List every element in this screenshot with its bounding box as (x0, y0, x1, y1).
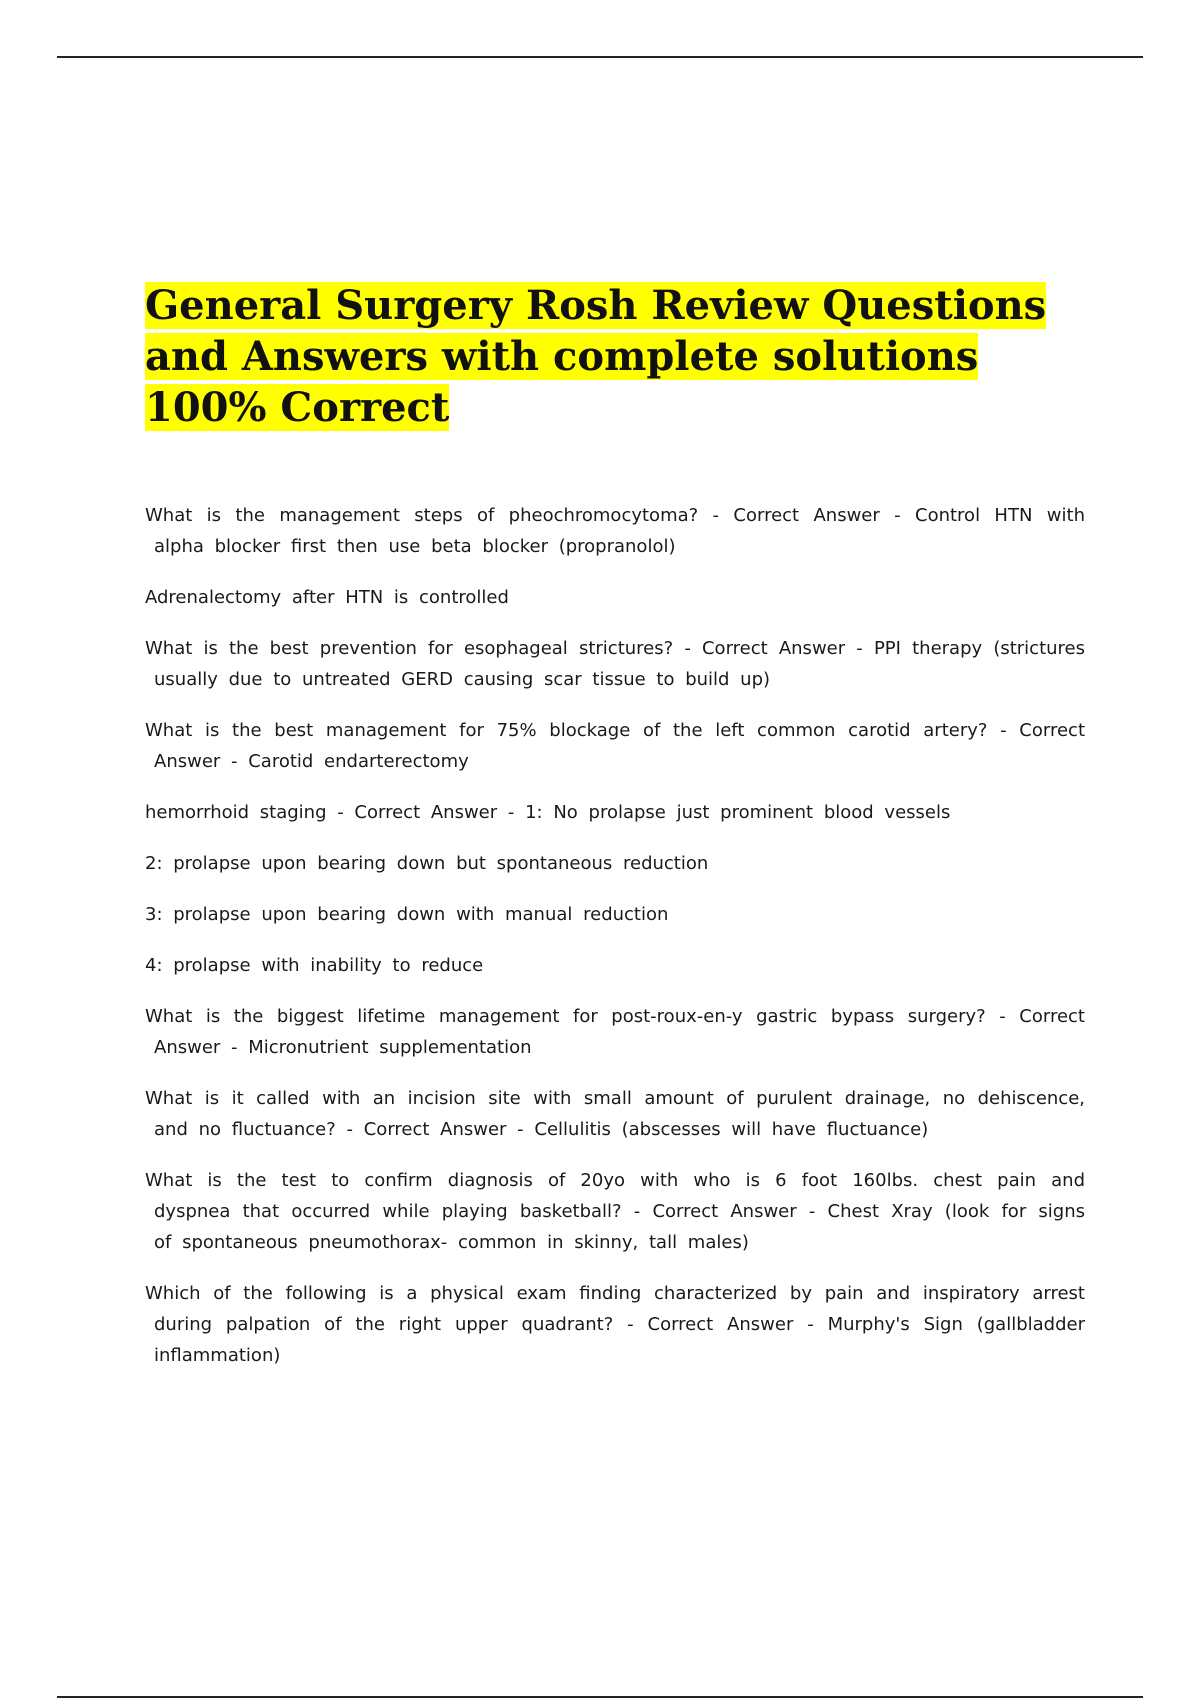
qa-paragraph: Which of the following is a physical exam finding characterized by pain and inspiratory arrest during palpation of the right upper quadrant? - Correct Answer - Murphy's Sign (gallbladder inflammation) (145, 1283, 1085, 1366)
qa-paragraph: What is it called with an incision site with small amount of purulent drainage, no dehiscence, and no fluctuance? - Correct Answer - Cellulitis (abscesses will have fluctuance) (145, 1088, 1085, 1140)
document-body (145, 500, 1085, 1391)
qa-paragraph: hemorrhoid staging - Correct Answer - 1: No prolapse just prominent blood vessels (145, 802, 951, 823)
qa-paragraph: What is the best management for 75% blockage of the left common carotid artery? - Correct Answer - Carotid endarterectomy (145, 720, 1085, 772)
document-title (145, 280, 1105, 433)
qa-paragraph: What is the test to confirm diagnosis of 20yo with who is 6 foot 160lbs. chest pain and dyspnea that occurred while playing basketball? - Correct Answer - Chest Xray (look for signs of spontaneous pneumothorax- common in skinny, tall males) (145, 1170, 1085, 1253)
qa-paragraph: What is the best prevention for esophageal strictures? - Correct Answer - PPI therapy (strictures usually due to untreated GERD causing scar tissue to build up) (145, 638, 1085, 690)
qa-paragraph: 2: prolapse upon bearing down but spontaneous reduction (145, 853, 709, 874)
qa-paragraph: What is the biggest lifetime management for post-roux-en-y gastric bypass surgery? - Correct Answer - Micronutrient supplementation (145, 1006, 1085, 1058)
bottom-rule (57, 1696, 1143, 1698)
title-highlight: General Surgery Rosh Review Questions and Answers with complete solutions 100% Correct (145, 282, 1047, 431)
qa-paragraph: What is the management steps of pheochromocytoma? - Correct Answer - Control HTN with alpha blocker first then use beta blocker (propranolol) (145, 505, 1085, 557)
qa-paragraph: 3: prolapse upon bearing down with manual reduction (145, 904, 669, 925)
qa-paragraph: Adrenalectomy after HTN is controlled (145, 587, 509, 608)
qa-paragraph: 4: prolapse with inability to reduce (145, 955, 484, 976)
top-rule (57, 56, 1143, 58)
